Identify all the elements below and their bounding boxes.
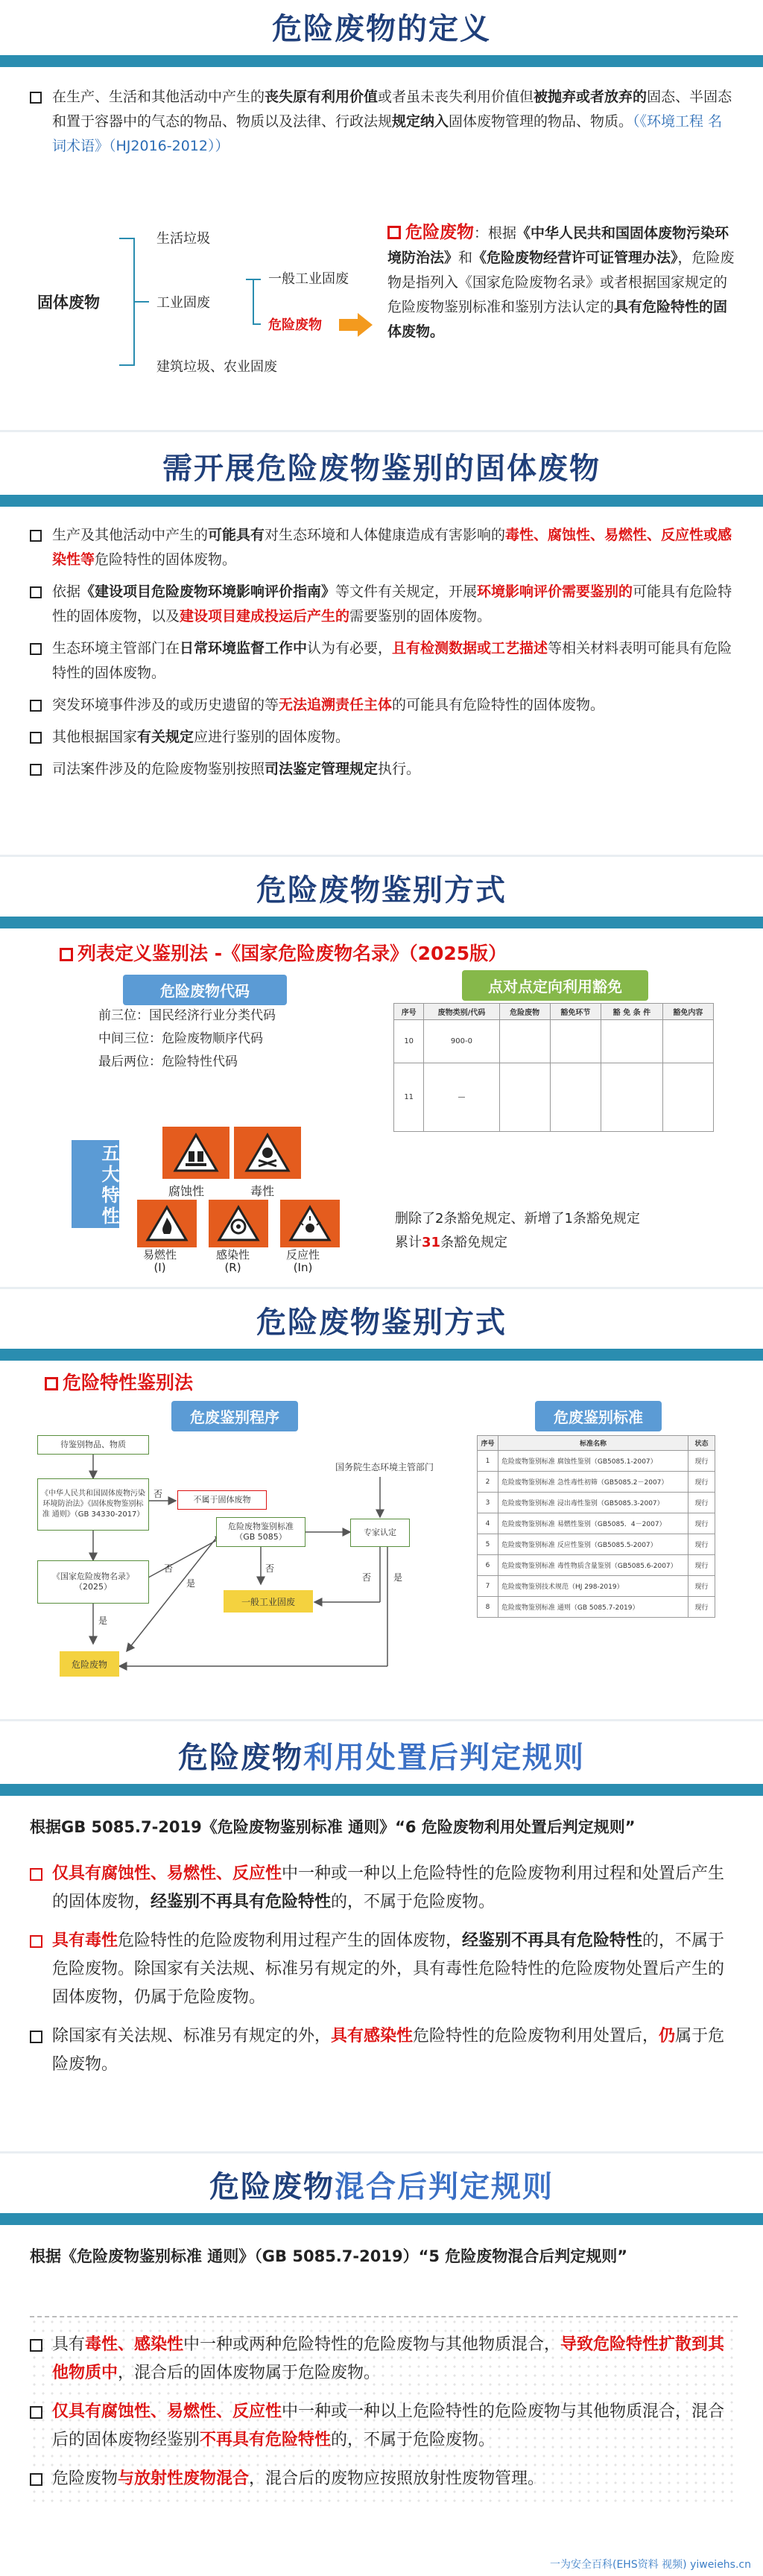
section-title: 危险废物混合后判定规则 <box>209 2170 554 2204</box>
flow-no-label: 否 <box>265 1563 275 1574</box>
table-row <box>478 1493 715 1513</box>
corrosive-icon <box>162 1127 229 1179</box>
list-item: 生产及其他活动中产生的可能具有对生态环境和人体健康造成有害影响的毒性、腐蚀性、易燃性、反应性或感染性等危险特性的固体废物。 <box>30 523 733 572</box>
flow-hazardous-waste: 危险废物 <box>60 1651 119 1677</box>
lead-text: 根据GB 5085.7-2019《危险废物鉴别标准 通则》“6 危险废物利用处置后判定规则” <box>30 1818 636 1836</box>
flow-general-waste: 一般工业固废 <box>224 1590 313 1613</box>
table-cell: 现行 <box>688 1493 715 1513</box>
tree-general: 一般工业固废 <box>268 271 349 287</box>
section-title: 危险废物鉴别方式 <box>256 873 507 908</box>
table-cell: 8 <box>478 1597 498 1618</box>
rule-item: 仅具有腐蚀性、易燃性、反应性中一种或一种以上危险特性的危险废物利用过程和处置后产生的固体废物，经鉴别不再具有危险特性的，不属于危险废物。 <box>30 1860 738 1917</box>
flow-gov: 国务院生态环境主管部门 <box>335 1462 434 1472</box>
tree-building: 建筑垃圾、农业固废 <box>156 359 277 375</box>
section-title: 危险废物的定义 <box>272 12 491 46</box>
label-flammable: 易燃性 (I) <box>143 1248 177 1274</box>
red-square-icon <box>60 948 73 961</box>
table-cell: 危险废物鉴别标准 急性毒性初筛（GB5085.2－2007） <box>498 1472 688 1493</box>
flow-no-label: 否 <box>153 1489 163 1499</box>
code-list: 前三位：国民经济行业分类代码 中间三位：危险废物顺序代码 最后两位：危险特性代码 <box>98 1008 276 1069</box>
section-definition <box>0 0 763 432</box>
section-need-identification <box>0 432 763 857</box>
section-list-method <box>0 857 763 1289</box>
section-title: 需开展危险废物鉴别的固体废物 <box>162 452 601 486</box>
exemption-pill: 点对点定向利用豁免 <box>462 970 648 1001</box>
title-bar <box>0 495 763 507</box>
flow-yes-label: 是 <box>98 1615 108 1626</box>
standard-pill: 危废鉴别标准 <box>535 1401 662 1431</box>
list-item: 其他根据国家有关规定应进行鉴别的固体废物。 <box>30 725 733 750</box>
table-header: 序号 标准名称 状态 <box>478 1436 715 1451</box>
rules-box <box>30 2316 738 2504</box>
flow-yes-label: 是 <box>393 1572 403 1583</box>
rule-item: 具有毒性危险特性的危险废物利用过程产生的固体废物，经鉴别不再具有危险特性的，不属于危险废物。除国家有关法规、标准另有规定的外，具有毒性危险特性的危险废物处置后产生的固体废物，仍属于危险废物。 <box>30 1927 738 2012</box>
table-cell: 危险废物鉴别标准 易燃性鉴别（GB5085．4－2007） <box>498 1513 688 1534</box>
table-row <box>478 1513 715 1534</box>
table-cell: 5 <box>478 1534 498 1555</box>
footer-watermark: 一为安全百科(EHS资料 视频) yiweiehs.cn <box>549 2559 751 2571</box>
flammable-icon <box>137 1200 197 1247</box>
table-cell: 现行 <box>688 1451 715 1472</box>
title-bar <box>0 55 763 67</box>
rule-item: 除国家有关法规、标准另有规定的外，具有感染性危险特性的危险废物利用处置后，仍属于危险废物。 <box>30 2022 738 2079</box>
definition-paragraph: 在生产、生活和其他活动中产生的丧失原有利用价值或者虽未丧失利用价值但被抛弃或者放弃的固态、半固态和置于容器中的气态的物品、物质以及法律、行政法规规定纳入固体废物管理的物品、物质。（《环境工程 名词术语》（HJ2016-2012）） <box>30 85 733 159</box>
title-bar <box>0 1349 763 1361</box>
title-bar <box>0 2213 763 2225</box>
label-toxic: 毒性 <box>250 1184 275 1198</box>
standard-reference: （《环境工程 名词术语》（HJ2016-2012）） <box>52 113 723 154</box>
section-after-disposal <box>0 1721 763 2153</box>
flow-yes-label: 是 <box>186 1578 196 1589</box>
table-row <box>478 1576 715 1597</box>
red-square-icon <box>45 1377 58 1390</box>
table-row <box>478 1472 715 1493</box>
flow-no-label: 否 <box>362 1572 372 1583</box>
tree-hazard: 危险废物 <box>268 317 322 333</box>
table-cell: 2 <box>478 1472 498 1493</box>
lead-text: 根据《危险废物鉴别标准 通则》（GB 5085.7-2019）“5 危险废物混合后判定规则” <box>30 2247 628 2265</box>
five-properties-label: 五大特性 <box>72 1140 119 1228</box>
table-row: 11 — <box>394 1063 714 1132</box>
toxic-icon <box>234 1127 301 1179</box>
table-row <box>478 1555 715 1576</box>
table-cell: 6 <box>478 1555 498 1576</box>
list-item: 司法案件涉及的危险废物鉴别按照司法鉴定管理规定执行。 <box>30 757 733 782</box>
procedure-pill: 危废鉴别程序 <box>171 1401 298 1431</box>
table-header: 序号 废物类别/代码 危险废物 豁免环节 豁 免 条 件 豁免内容 <box>394 1004 714 1020</box>
list-item: 生态环境主管部门在日常环境监督工作中认为有必要，且有检测数据或工艺描述等相关材料表明可能具有危险特性的固体废物。 <box>30 636 733 686</box>
table-row <box>478 1597 715 1618</box>
infectious-icon <box>209 1200 268 1247</box>
label-reactive: 反应性 (In) <box>286 1248 320 1274</box>
method-heading: 列表定义鉴别法 -《国家危险废物名录》（2025版） <box>60 939 507 966</box>
table-row: 10 900-0 <box>394 1020 714 1063</box>
list-item: 突发环境事件涉及的或历史遗留的等无法追溯责任主体的可能具有危险特性的固体废物。 <box>30 693 733 718</box>
rule-item: 具有毒性、感染性中一种或两种危险特性的危险废物与其他物质混合，导致危险特性扩散到其他物质中，混合后的固体废物属于危险废物。 <box>30 2331 738 2387</box>
section-property-method <box>0 1289 763 1721</box>
table-cell: 1 <box>478 1451 498 1472</box>
tree-industry: 工业固废 <box>156 295 210 311</box>
table-cell: 4 <box>478 1513 498 1534</box>
table-cell: 危险废物鉴别技术规范（HJ 298-2019） <box>498 1576 688 1597</box>
tree-root: 固体废物 <box>37 294 100 311</box>
table-cell: 现行 <box>688 1472 715 1493</box>
table-cell: 现行 <box>688 1534 715 1555</box>
definition-text <box>0 67 763 159</box>
flow-expert: 专家认定 <box>350 1519 410 1547</box>
label-infectious: 感染性 (R) <box>216 1248 250 1274</box>
table-cell: 7 <box>478 1576 498 1597</box>
rule-item: 仅具有腐蚀性、易燃性、反应性中一种或一种以上危险特性的危险废物与其他物质混合，混合后的固体废物经鉴别不再具有危险特性的，不属于危险废物。 <box>30 2398 738 2455</box>
flow-standard: 危险废物鉴别标准（GB 5085） <box>216 1517 305 1547</box>
exemption-table <box>393 1003 714 1132</box>
reactive-icon <box>280 1200 340 1247</box>
table-cell: 危险废物鉴别标准 浸出毒性鉴别（GB5085.3-2007） <box>498 1493 688 1513</box>
rule-item: 危险废物与放射性废物混合，混合后的废物应按照放射性废物管理。 <box>30 2465 738 2493</box>
hazard-definition: 危险废物：根据《中华人民共和国固体废物污染环境防治法》和《危险废物经营许可证管理办法》，危险废物是指列入《国家危险废物名录》或者根据国家规定的危险废物鉴别标准和鉴别方法认定的具有危险特性的固体废物。 <box>387 223 735 340</box>
section-title: 危险废物利用处置后判定规则 <box>178 1741 585 1775</box>
table-cell: 危险废物鉴别标准 通则（GB 5085.7-2019） <box>498 1597 688 1618</box>
table-cell: 现行 <box>688 1576 715 1597</box>
table-cell: 危险废物鉴别标准 腐蚀性鉴别（GB5085.1-2007） <box>498 1451 688 1472</box>
section-title: 危险废物鉴别方式 <box>256 1306 507 1340</box>
table-row <box>478 1534 715 1555</box>
table-cell: 现行 <box>688 1513 715 1534</box>
exemption-note: 删除了2条豁免规定、新增了1条豁免规定 累计31条豁免规定 <box>395 1211 640 1250</box>
standards-table <box>477 1435 715 1618</box>
title-bar <box>0 1784 763 1796</box>
list-item: 依据《建设项目危险废物环境影响评价指南》等文件有关规定，开展环境影响评价需要鉴别的可能具有危险特性的固体废物，以及建设项目建成投运后产生的需要鉴别的固体废物。 <box>30 580 733 629</box>
table-cell: 3 <box>478 1493 498 1513</box>
tree-life: 生活垃圾 <box>156 231 210 247</box>
table-cell: 危险废物鉴别标准 毒性物质含量鉴别（GB5085.6-2007） <box>498 1555 688 1576</box>
table-row <box>478 1451 715 1472</box>
label-corrosive: 腐蚀性 <box>168 1184 205 1198</box>
solid-waste-tree <box>30 216 387 387</box>
section-mixing <box>0 2153 763 2576</box>
flow-catalogue: 《国家危险废物名录》（2025） <box>37 1560 149 1604</box>
method-heading: 危险特性鉴别法 <box>45 1368 193 1395</box>
table-cell: 危险废物鉴别标准 反应性鉴别（GB5085.5-2007） <box>498 1534 688 1555</box>
code-pill: 危险废物代码 <box>123 975 287 1005</box>
title-bar <box>0 917 763 928</box>
red-square-icon <box>387 226 401 239</box>
flow-start: 待鉴别物品、物质 <box>37 1435 149 1455</box>
flow-no-label: 否 <box>164 1563 174 1574</box>
flowchart <box>37 1435 469 1703</box>
table-cell: 现行 <box>688 1597 715 1618</box>
table-cell: 现行 <box>688 1555 715 1576</box>
flow-not-solid-waste: 不属于固体废物 <box>177 1490 267 1510</box>
flow-law: 《中华人民共和国固体废物污染环境防治法》《固体废物鉴别标准 通则》（GB 34330-2017） <box>37 1478 149 1531</box>
